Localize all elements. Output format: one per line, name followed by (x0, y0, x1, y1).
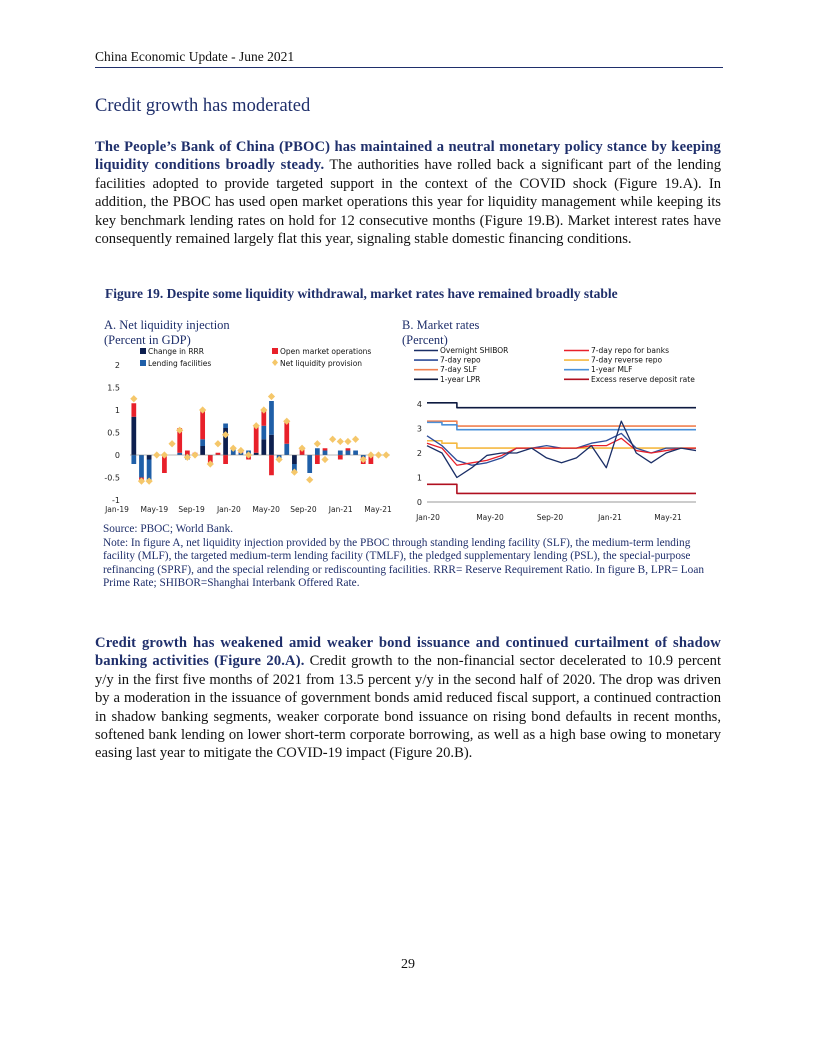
legend-label: 7-day repo for banks (591, 346, 669, 355)
legend-label: Overnight SHIBOR (440, 346, 509, 355)
bar-segment (131, 403, 136, 417)
x-tick-label: May-21 (364, 505, 392, 514)
legend-label: 7-day SLF (440, 365, 477, 375)
net-provision-point (352, 436, 359, 443)
net-provision-point (276, 456, 283, 463)
net-provision-point (214, 440, 221, 447)
legend-label: Excess reserve deposit rate (591, 374, 695, 384)
bar-segment (223, 455, 228, 464)
bar-segment (323, 451, 328, 456)
bar-segment (261, 439, 266, 455)
legend-label: Net liquidity provision (280, 359, 363, 368)
legend-label: 1-year LPR (440, 374, 481, 384)
figure-title: Figure 19. Despite some liquidity withdrawal, market rates have remained broadly stable (105, 286, 618, 301)
x-tick-label: May-21 (654, 513, 682, 522)
bar-segment (346, 451, 351, 456)
lead-pre: The (95, 139, 125, 155)
page-number: 29 (401, 957, 415, 972)
x-tick-label: Jan-21 (328, 505, 353, 514)
bar-segment (315, 455, 320, 464)
series-line (427, 484, 696, 493)
legend-label: 7-day reverse repo (591, 355, 663, 365)
paragraph-2-body: Credit growth to the non-financial sector decelerated to 10.9 percent y/y in the first five months of 2021 from 13.5 percent y/y in the second half of 2020. The drop was driven by a moderation in the issuance of government bonds amid reduced fiscal support, a continued contraction in shadow banking segments, weaker corporate bond issuance on rising bond defaults in recent months, softened bank lending on lower short-term corporate borrowing, as well as a high base owing to monetary easing last year to mitigate the COVID-19 impact (Figure 20.B). (95, 653, 722, 762)
x-tick-label: Jan-20 (216, 505, 241, 514)
series-line (427, 421, 696, 426)
panel-a-title: A. Net liquidity injection (104, 318, 230, 332)
bar-segment (346, 448, 351, 450)
y-tick-label: 0 (114, 451, 120, 460)
x-tick-label: Sep-19 (178, 505, 205, 514)
lead-post: (PBOC) has maintained a neutral monetary policy stance by keeping liquidity conditions broadly steady. (95, 139, 722, 174)
bar-segment (200, 439, 205, 446)
net-provision-point (153, 451, 160, 458)
net-provision-point (222, 431, 229, 438)
y-tick-label: 1 (114, 406, 120, 415)
x-tick-label: May-19 (140, 505, 169, 514)
x-tick-label: Sep-20 (536, 513, 564, 522)
bar-segment (269, 401, 274, 435)
net-provision-point (199, 406, 206, 413)
paragraph-1 (95, 138, 721, 248)
y-tick-label: 3 (416, 424, 422, 434)
y-tick-label: -1 (112, 496, 120, 505)
bar-segment (131, 455, 136, 464)
paragraph-1-body: The authorities have rolled back a significant part of the lending facilities adopted to provide targeted support in the context of the COVID shock (Figure 19.A). In addition, the PBOC has used open market operations this year for liquidity management while keeping its key benchmark lending rates on hold for 12 consecutive months (Figure 19.B). Market interest rates have consequently remained largely flat this year, signaling stable domestic financing conditions. (95, 157, 721, 248)
chart-net-liquidity-injection (95, 344, 395, 520)
legend-swatch (140, 348, 146, 354)
legend-label: Lending facilities (148, 359, 212, 368)
bar-segment (147, 455, 152, 460)
legend-swatch (272, 359, 278, 366)
net-provision-point (298, 445, 305, 452)
y-tick-label: 0.5 (107, 428, 120, 438)
net-provision-point (337, 438, 344, 445)
net-provision-point (245, 451, 252, 458)
net-provision-point (260, 406, 267, 413)
net-provision-point (161, 451, 168, 458)
bar-segment (254, 453, 259, 455)
bar-segment (338, 451, 343, 456)
bar-segment (284, 444, 289, 455)
bar-segment (269, 455, 274, 475)
header-rule (95, 67, 723, 68)
chart-market-rates (400, 344, 705, 522)
figure-note: Note: In figure A, net liquidity injection provided by the PBOC through standing lending facility (SLF), the medium-term lending facility (MLF), the targeted medium-term lending facility (TMLF), the pledged supplementary lending (PSL), the special-purpose refinancing (SPRF), and the special relending or rediscounting facilities. RRR= Reserve Requirement Ratio. In figure B, LPR= Loan Prime Rate; SHIBOR=Shanghai Interbank Offered Rate. (103, 536, 704, 589)
bar-segment (139, 455, 144, 478)
legend-swatch (140, 360, 146, 366)
net-provision-point (291, 469, 298, 476)
bar-segment (216, 453, 221, 455)
bar-segment (269, 435, 274, 455)
legend-label: 7-day repo (440, 355, 481, 365)
bar-segment (292, 455, 297, 464)
series-line (427, 438, 696, 465)
bar-segment (200, 446, 205, 455)
net-provision-point (207, 460, 214, 467)
lead-bold: People’s Bank of China (124, 139, 275, 155)
legend-label: Change in RRR (148, 347, 204, 356)
net-provision-point (321, 456, 328, 463)
bar-segment (323, 448, 328, 450)
panel-b-title: B. Market rates (402, 318, 480, 332)
net-provision-point (146, 478, 153, 485)
net-provision-point (176, 427, 183, 434)
net-provision-point (360, 456, 367, 463)
paragraph-2 (95, 634, 721, 763)
net-provision-point (375, 451, 382, 458)
bar-segment (261, 426, 266, 440)
net-provision-point (314, 440, 321, 447)
net-provision-point (306, 476, 313, 483)
net-provision-point (138, 478, 145, 485)
y-tick-label: 4 (416, 400, 422, 409)
net-provision-point (383, 451, 390, 458)
net-provision-point (268, 393, 275, 400)
figure-source: Source: PBOC; World Bank. (103, 523, 234, 535)
net-provision-point (130, 395, 137, 402)
y-tick-label: 1.5 (107, 383, 120, 393)
bar-segment (131, 417, 136, 455)
series-line (427, 403, 696, 408)
x-tick-label: May-20 (252, 505, 280, 514)
running-header: China Economic Update - June 2021 (95, 49, 295, 64)
x-tick-label: Jan-19 (105, 505, 129, 514)
x-tick-label: May-20 (476, 513, 504, 522)
paragraph-2-lead: Credit growth has weakened amid weaker bond issuance and continued curtailment of shadow banking activities (Figure 20.A). (95, 635, 721, 670)
x-tick-label: Jan-21 (598, 513, 622, 522)
y-tick-label: 2 (114, 361, 120, 370)
legend-swatch (272, 348, 278, 354)
bar-segment (307, 455, 312, 473)
net-provision-point (230, 445, 237, 452)
section-title: Credit growth has moderated (95, 96, 311, 116)
net-provision-point (253, 422, 260, 429)
net-provision-point (191, 451, 198, 458)
bar-segment (254, 426, 259, 453)
bar-segment (353, 451, 358, 456)
panel-b-subtitle: (Percent) (402, 333, 448, 347)
y-tick-label: 1 (416, 473, 422, 483)
y-tick-label: 2 (416, 449, 422, 458)
panel-a-subtitle: (Percent in GDP) (104, 333, 191, 347)
series-line (427, 441, 696, 448)
x-tick-label: Sep-20 (290, 505, 317, 514)
y-tick-label: 0 (416, 498, 422, 507)
bar-segment (338, 455, 343, 460)
net-provision-point (168, 440, 175, 447)
x-tick-label: Jan-20 (416, 513, 440, 522)
bar-segment (177, 453, 182, 455)
net-provision-point (344, 438, 351, 445)
net-provision-point (367, 451, 374, 458)
bar-segment (223, 424, 228, 429)
bar-segment (315, 448, 320, 455)
legend-label: Open market operations (280, 347, 372, 356)
legend-label: 1-year MLF (591, 365, 633, 375)
net-provision-point (329, 436, 336, 443)
figure-notes (103, 523, 715, 591)
net-provision-point (237, 447, 244, 454)
y-tick-label: -0.5 (104, 473, 120, 483)
net-provision-point (283, 418, 290, 425)
bar-segment (200, 410, 205, 439)
